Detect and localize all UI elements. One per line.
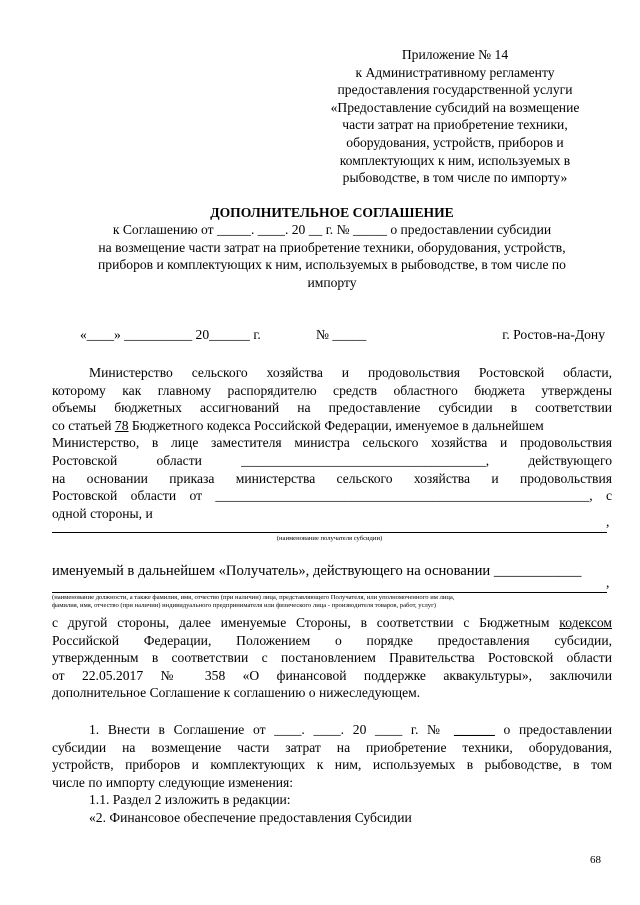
appendix-line: к Административному регламенту [355, 64, 555, 80]
subtitle-line: к Соглашению от _____. ____. 20 __ г. № _____ о предоставлении субсидии [112, 222, 552, 237]
paragraph-line: Ростовской области от _______________________________________________________, с [52, 488, 612, 504]
paragraph-parties [52, 364, 612, 522]
paragraph-text: о предоставлении [494, 722, 612, 737]
paragraph-line [52, 417, 612, 435]
paragraph-basis [52, 614, 612, 702]
agreement-date: «____» __________ 20______ г. [80, 327, 261, 342]
agreement-number: № _____ [316, 327, 367, 342]
paragraph-line: Ростовской области ____________________________________, действующего [52, 452, 612, 468]
recipient-blank-line [52, 532, 607, 533]
subtitle-line: на возмещение части затрат на приобретение техники, оборудования, устройств, [98, 239, 566, 255]
article-prefix: со статьей [52, 417, 115, 433]
paragraph-line [52, 721, 612, 739]
caption-line: фамилия, имя, отчество (при наличии) индивидуального предпринимателя или физического лица - производителя товаров, работ, услуг) [52, 602, 436, 609]
document-title: ДОПОЛНИТЕЛЬНОЕ СОГЛАШЕНИЕ [210, 205, 454, 220]
paragraph-line: на основании приказа министерства сельского хозяйства и продовольствия [52, 470, 612, 486]
article-rest: Бюджетного кодекса Российской Федерации, именуемое в дальнейшем [131, 417, 544, 433]
appendix-line: оборудования, устройств, приборов и [346, 134, 564, 150]
document-subtitle [52, 221, 612, 291]
trailing-comma: , [606, 575, 610, 590]
paragraph-line: Российской Федерации, Положением о порядке предоставления субсидии, [52, 632, 612, 648]
appendix-line: рыбоводстве, в том числе по импорту» [342, 170, 568, 186]
appendix-line: предоставления государственной услуги [337, 82, 573, 98]
subtitle-line: импорту [307, 274, 357, 290]
appendix-line: Приложение № 14 [401, 47, 509, 62]
paragraph-line: числе по импорту следующие изменения: [52, 774, 294, 790]
paragraph-text: с другой стороны, далее именуемые Стороны, в соответствии с Бюджетным [52, 615, 560, 630]
paragraph-line: которому как главному распорядителю средств областного бюджета утверждены [52, 382, 612, 398]
page-number: 68 [590, 854, 601, 866]
appendix-line: «Предоставление субсидий на возмещение [330, 99, 580, 115]
agreement-city: г. Ростов-на-Дону [502, 327, 605, 342]
agreement-number-blank: ______ [454, 722, 495, 737]
paragraph-line: Министерство сельского хозяйства и продовольствия Ростовской области, [89, 365, 612, 380]
article-link[interactable]: 78 [114, 417, 129, 433]
position-caption [52, 594, 612, 610]
item-1-1: 1.1. Раздел 2 изложить в редакции: [89, 792, 291, 808]
paragraph-line: Министерство, в лице заместителя министра сельского хозяйства и продовольствия [52, 435, 612, 451]
subtitle-line: приборов и комплектующих к ним, используемых в рыбоводстве, в том числе по [98, 257, 566, 273]
appendix-header [300, 46, 610, 187]
budget-code-link[interactable]: кодексом [559, 615, 612, 630]
item-2-heading: «2. Финансовое обеспечение предоставления Субсидии [89, 809, 412, 825]
paragraph-line: от 22.05.2017 № 358 «О финансовой поддержке аквакультуры», заключили [52, 667, 612, 683]
paragraph-line: объемы бюджетных ассигнований на предоставление субсидии в соответствии [52, 400, 612, 416]
appendix-line: части затрат на приобретение техники, [342, 117, 568, 133]
paragraph-amendments [52, 721, 612, 827]
paragraph-line: субсидии на возмещение части затрат на приобретение техники, оборудования, [52, 739, 612, 755]
position-blank-line [52, 592, 607, 593]
recipient-caption: (наименование получателя субсидии) [276, 535, 383, 542]
appendix-line: комплектующих к ним, используемых в [339, 152, 571, 168]
paragraph-line: дополнительное Соглашение к соглашению о нижеследующем. [52, 685, 421, 701]
paragraph-line: утвержденным в соответствии с постановлением Правительства Ростовской области [52, 650, 612, 666]
paragraph-line: устройств, приборов и комплектующих к ним, используемых в рыбоводстве, в том [52, 757, 612, 773]
paragraph-line [52, 614, 612, 632]
caption-line: (наименование должности, а также фамилия, имя, отчество (при наличии) лица, представляющего Получателя, или уполномоченного им лица, [52, 594, 455, 601]
paragraph-text: 1. Внести в Соглашение от ____. ____. 20 ____ г. № [89, 722, 454, 737]
trailing-comma: , [606, 514, 610, 529]
paragraph-line: одной стороны, и [52, 505, 153, 521]
named-recipient-line: именуемый в дальнейшем «Получатель», действующего на основании ____________ [52, 563, 582, 579]
